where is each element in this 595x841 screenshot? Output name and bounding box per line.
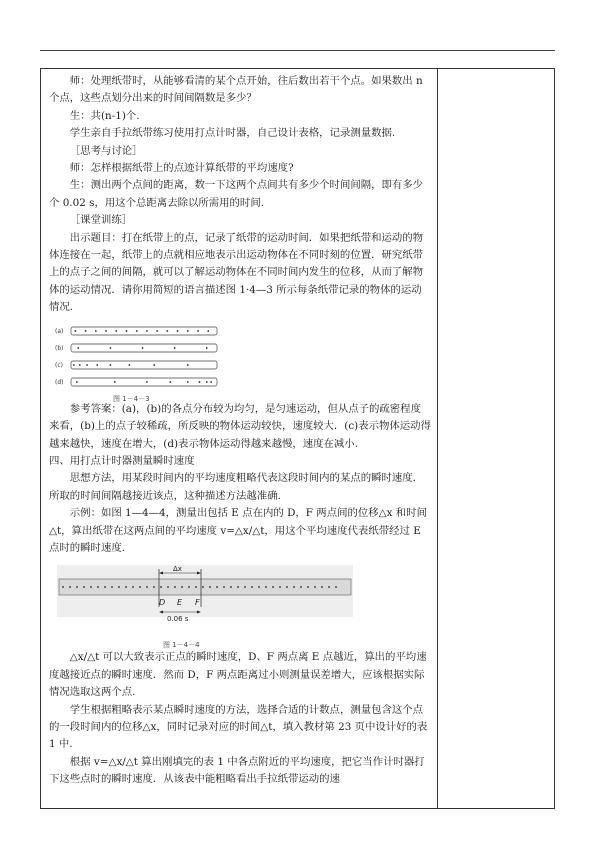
ticker-tape xyxy=(71,344,217,352)
tape-dot xyxy=(146,381,148,383)
paragraph-teacher-average-speed: 师：怎样根据纸带上的点迹计算纸带的平均速度? xyxy=(69,162,294,175)
section-think-discuss: ［思考与讨论］ xyxy=(69,144,143,157)
tape-dot xyxy=(156,330,158,332)
tape-dot xyxy=(199,381,201,383)
tape-dot xyxy=(85,330,87,332)
tape-label: (c) xyxy=(55,361,63,369)
tape-dot xyxy=(73,364,75,366)
tape-dot xyxy=(251,586,253,588)
paragraph-exercise-prompt: 出示题目：打在纸带上的点，记录了纸带的运动时间．如果把纸带和运动的物体连接在一起，纸带上的点就相应地表示出运动物体在不同时刻的位置．研究纸带上的点子之间的间隔，就可以了解运动物体在不同时间内发生的位移，从而了解物体的运动情况．请你用简短的语言描述图 1·4—3 所示每条纸带记录的物体的运动情况. xyxy=(49,231,424,314)
tape-dot xyxy=(328,586,330,588)
tape-dot xyxy=(206,381,208,383)
tape-dot xyxy=(210,381,212,383)
tape-dot xyxy=(321,586,323,588)
tape-dot xyxy=(216,586,218,588)
tape-dot xyxy=(202,586,204,588)
tape-label: (a) xyxy=(55,327,64,335)
tape-dot xyxy=(223,586,225,588)
tape-dot xyxy=(69,586,71,588)
tape-dot xyxy=(76,586,78,588)
tape-dot xyxy=(139,586,141,588)
ticker-tape xyxy=(71,327,217,335)
tape-dot xyxy=(62,586,64,588)
tape-dot xyxy=(132,586,134,588)
tape-dot xyxy=(79,364,81,366)
tape-dot xyxy=(90,586,92,588)
tape-dot xyxy=(166,330,168,332)
section-class-practice: ［课堂训练］ xyxy=(69,214,133,227)
paragraph-approximation: △x/△t 可以大致表示正点的瞬时速度，D、F 两点离 E 点越近，算出的平均速度越接近点的瞬时速度．然而 D，F 两点距离过小则测量误差增大，应该根据实际情况选取这两个点. xyxy=(49,651,427,699)
tape-dot xyxy=(96,364,98,366)
figure-ticker-tapes xyxy=(55,321,221,401)
paragraph-reference-answer: 参考答案：(a)，(b)的各点分布较为均匀，是匀速运动，但从点子的疏密程度来看，(b)上的点子较稀疏，所反映的物体运动较快，速度较大．(c)表示物体运动得越来越快，速度在增大，(d)表示物体运动得越来越慢，速度在减小. xyxy=(49,402,431,450)
header-rule xyxy=(40,50,555,51)
tape-dot xyxy=(244,586,246,588)
figure2-caption: 图 1－4－4 xyxy=(163,641,200,650)
tape-dot xyxy=(97,586,99,588)
paragraph-student-method: 生：测出两个点间的距离，数一下这两个点间共有多少个时间间隔，即有多少个 0.02 s，用这个总距离去除以所需用的时间. xyxy=(49,179,424,209)
tape-dot xyxy=(209,586,211,588)
tape-dot xyxy=(177,330,179,332)
tape-dot xyxy=(142,347,144,349)
tape-dot xyxy=(187,330,189,332)
tape-dot xyxy=(230,586,232,588)
tape-dot xyxy=(187,364,189,366)
tape-dot xyxy=(300,586,302,588)
tape-dot xyxy=(126,330,128,332)
tape-dot xyxy=(160,586,162,588)
tape-dot xyxy=(169,381,171,383)
ticker-tapes-graphic xyxy=(55,321,221,391)
tape-dot xyxy=(188,586,190,588)
tape-dot xyxy=(146,330,148,332)
tape-dot xyxy=(136,330,138,332)
tape-label: (b) xyxy=(55,344,64,352)
tape-def-graphic xyxy=(55,561,355,635)
lesson-table xyxy=(40,68,555,809)
tape-dot xyxy=(174,347,176,349)
point-d-label: D xyxy=(159,598,166,608)
tape-dot xyxy=(110,347,112,349)
tape-dot xyxy=(335,586,337,588)
figure-tape-def xyxy=(55,561,355,649)
tape-dot xyxy=(86,364,88,366)
tape-dot xyxy=(95,330,97,332)
tape-dot xyxy=(187,381,189,383)
tape-dot xyxy=(286,586,288,588)
tape-dot xyxy=(307,586,309,588)
tape-dot xyxy=(195,586,197,588)
tape-dot xyxy=(167,586,169,588)
tape-dot xyxy=(153,364,155,366)
tape-dot xyxy=(237,586,239,588)
ticker-tape xyxy=(71,378,217,386)
tape-dot xyxy=(111,586,113,588)
tape-dot xyxy=(110,364,112,366)
tape-dot xyxy=(114,381,116,383)
point-e-label: E xyxy=(177,598,183,608)
tape-dot xyxy=(125,586,127,588)
tape-dot xyxy=(76,381,78,383)
tape-dot xyxy=(146,586,148,588)
section-heading-instant-speed: 四、用打点计时器测量瞬时速度 xyxy=(49,454,195,467)
point-f-label: F xyxy=(195,598,200,608)
dt-label: 0.06 s xyxy=(167,615,189,624)
tape-dot xyxy=(314,586,316,588)
tape-dot xyxy=(115,330,117,332)
paragraph-teacher-question: 师：处理纸带时，从能够看清的某个点开始，往后数出若干个点。如果数出 n 个点，这些点划分出来的时间间隔数是多少？ xyxy=(49,75,423,105)
tape-dot xyxy=(258,586,260,588)
tape-dot xyxy=(118,586,120,588)
tape-dot xyxy=(197,330,199,332)
paragraph-compute-speed: 根据 v=△x/△t 算出刚填完的表 1 中各点附近的平均速度，把它当作计时器打下这些点时的瞬时速度．从该表中能粗略看出手拉纸带运动的速 xyxy=(49,755,425,786)
tape-dot xyxy=(153,586,155,588)
tape-dot xyxy=(207,330,209,332)
tape-dot xyxy=(74,330,76,332)
tape-dot xyxy=(293,586,295,588)
figure1-caption: 图 1－4－3 xyxy=(113,394,150,403)
tape-dot xyxy=(272,586,274,588)
tape-dot xyxy=(206,347,208,349)
paragraph-student-answer: 生：共(n-1)个. xyxy=(69,109,140,122)
paragraph-student-measure: 学生根据粗略表示某点瞬时速度的方法，选择合适的计数点，测量包含这个点的一段时间内的位移△x，同时记录对应的时间△t，填入教材第 23 页中设计好的表 1 中. xyxy=(49,703,428,751)
tape-dot xyxy=(104,586,106,588)
paragraph-method-idea: 思想方法，用某段时间内的平均速度粗略代表这段时间内的某点的瞬时速度．所取的时间间隔越接近该点，这种描述方法越准确. xyxy=(49,472,424,502)
ticker-tape xyxy=(71,361,217,369)
tape-dot xyxy=(174,586,176,588)
tape-dot xyxy=(279,586,281,588)
paragraph-example: 示例：如图 1—4—4，测量出包括 E 点在内的 D，F 两点间的位移△x 和时间△t，算出纸带在这两点间的平均速度 v=△x/△t，用这个平均速度代表纸带经过 E 点时的瞬时速度. xyxy=(49,507,427,554)
dx-label: Δx xyxy=(173,565,182,574)
tape-label: (d) xyxy=(55,378,64,386)
tape-dot xyxy=(129,364,131,366)
column-divider xyxy=(437,69,438,808)
tape-dot xyxy=(105,330,107,332)
tape-dot xyxy=(265,586,267,588)
tape-dot xyxy=(77,347,79,349)
paragraph-student-practice: 学生亲自手拉纸带练习使用打点计时器，自己设计表格，记录测量数据. xyxy=(69,127,396,140)
tape-dot xyxy=(83,586,85,588)
lesson-content xyxy=(49,73,431,789)
tape-dot xyxy=(181,586,183,588)
